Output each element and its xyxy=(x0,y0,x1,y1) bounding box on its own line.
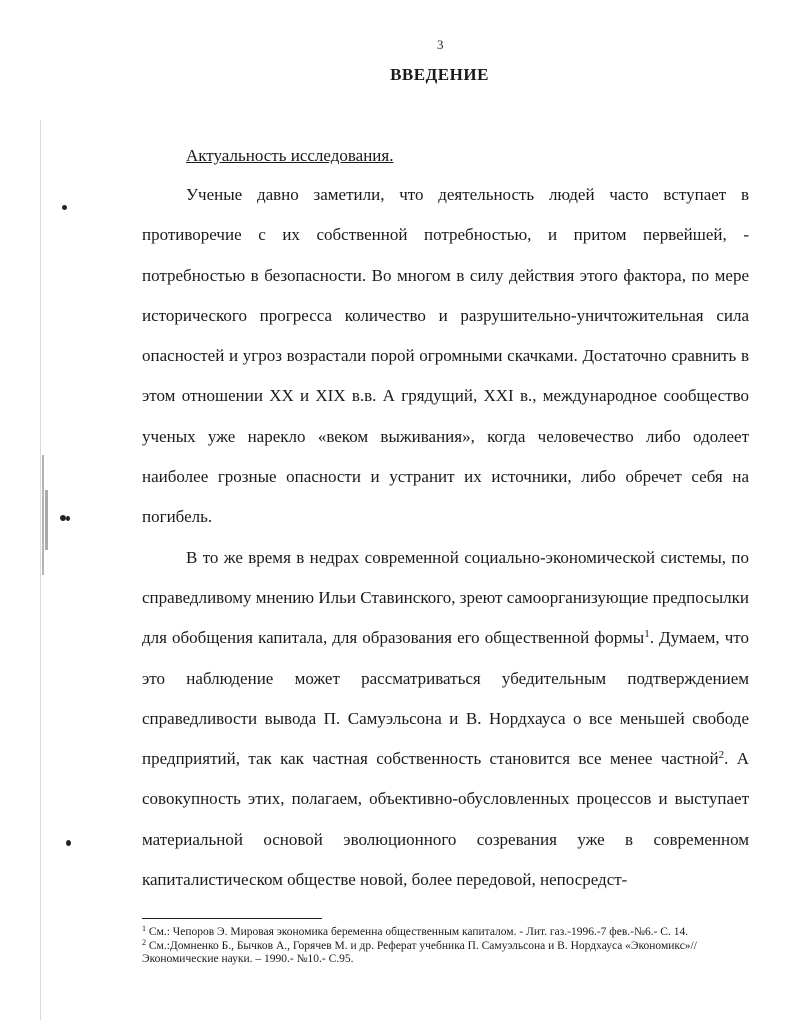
section-subheading: Актуальность исследования. xyxy=(186,146,394,165)
footnote-mark: 1 xyxy=(142,924,146,933)
footnote-text: См.:Домненко Б., Бычков А., Горячев М. и др. Реферат учебника П. Самуэльсона и В. Нордхауса «Экономикс»// Экономические науки. – 1990.- №10.- С.95. xyxy=(142,939,697,965)
scan-speck xyxy=(62,205,67,210)
scan-speck xyxy=(66,516,70,521)
paragraph-2-part-3: . А совокупность этих, полагаем, объективно-обусловленных процессов и выступает материальной основой эволюционного созревания уже в современном капиталистическом обществе новой, более передовой, непосредст- xyxy=(142,749,749,890)
scan-streak xyxy=(42,455,44,575)
footnote-ref-1: 1 xyxy=(644,628,650,641)
footnote-divider xyxy=(142,918,322,919)
paragraph-2-part-2: . Думаем, что это наблюдение может рассматриваться убедительным подтверждением справедливости вывода П. Самуэльсона и В. Нордхауса о все меньшей свободе предприятий, так как частная собственность становится все менее частной xyxy=(142,628,749,769)
page-number: 3 xyxy=(437,37,444,52)
scan-streak xyxy=(40,120,41,1020)
scan-speck xyxy=(66,840,71,846)
paragraph-1: Ученые давно заметили, что деятельность людей часто вступает в противоречие с их собственной потребностью, и притом первейшей, - потребностью в безопасности. Во многом в силу действия этого фактора, по мере исторического прогресса количество и разрушительно-уничтожительная сила опасностей и угроз возрастали порой огромными скачками. Достаточно сравнить в этом отношении XX и XIX в.в. А грядущий, XXI в., международное сообщество ученых уже нарекло «веком выживания», когда человечество либо одолеет наиболее грозные опасности и устранит их источники, либо обречет себя на погибель. xyxy=(142,185,749,527)
footnote-ref-2: 2 xyxy=(718,749,725,762)
page-title: ВВЕДЕНИЕ xyxy=(390,65,489,84)
scan-streak xyxy=(45,490,48,550)
paragraph-2 xyxy=(142,538,749,901)
paragraph-2-part-1: В то же время в недрах современной социально-экономической системы, по справедливому мнению Ильи Ставинского, зреют самоорганизующие предпосылки для обобщения капитала, для образования его общественной формы xyxy=(142,547,749,648)
footnotes xyxy=(142,926,752,967)
footnote-1 xyxy=(142,926,752,940)
scan-edge-artifacts xyxy=(30,60,48,1020)
footnote-text: См.: Чепоров Э. Мировая экономика беременна общественным капиталом. - Лит. газ.-1996.-7 фев.-№6.- С. 14. xyxy=(146,926,689,938)
footnote-2 xyxy=(142,937,752,967)
footnote-mark: 2 xyxy=(142,937,146,947)
body-text xyxy=(142,175,749,900)
